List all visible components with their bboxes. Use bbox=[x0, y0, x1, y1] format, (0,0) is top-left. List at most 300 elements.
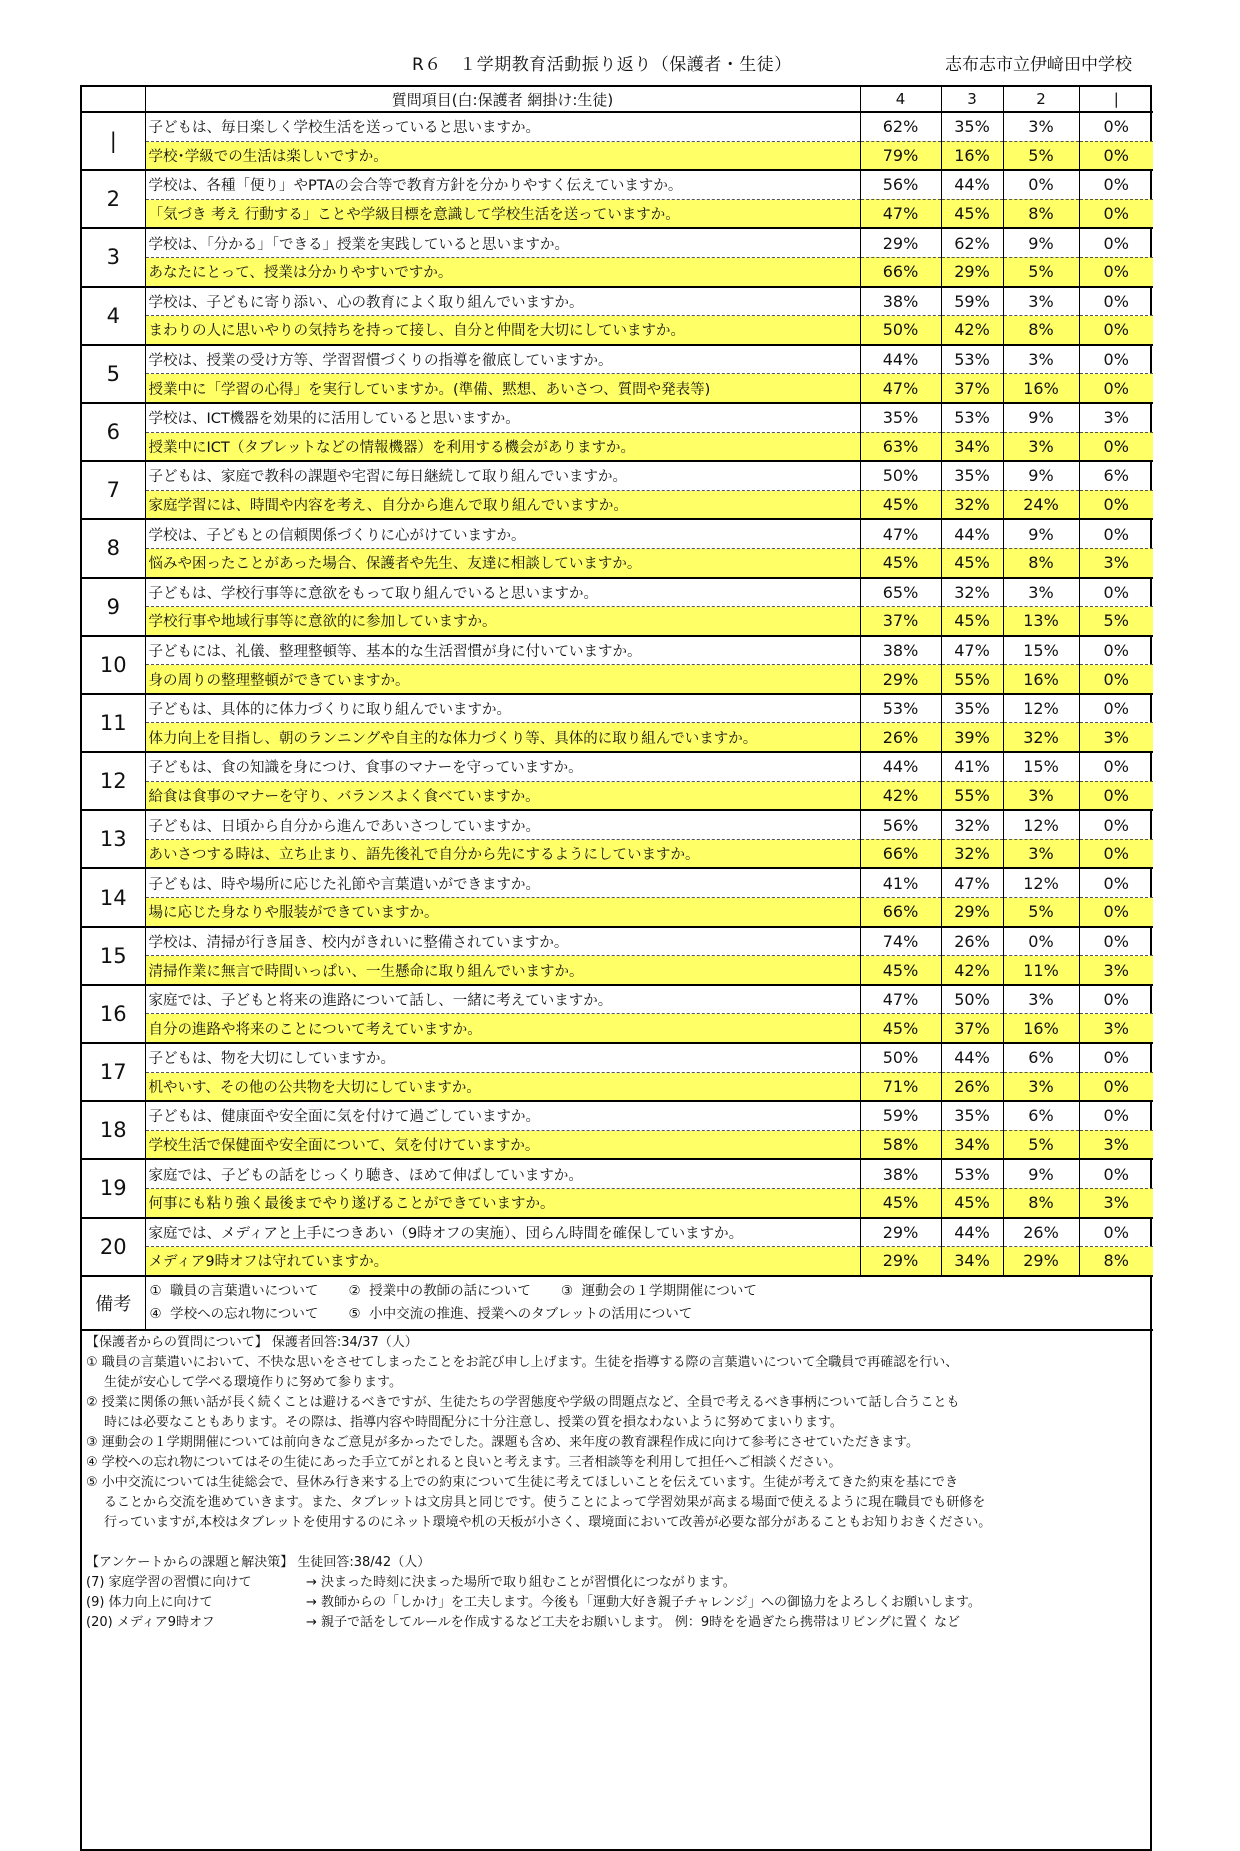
student-score-3-percent: 29% bbox=[941, 898, 1003, 927]
student-score-4-percent: 66% bbox=[860, 898, 941, 927]
parent-score-1-percent: 0% bbox=[1079, 927, 1153, 956]
student-score-2-percent: 13% bbox=[1003, 607, 1079, 636]
parent-question-text: 子どもには、礼儀、整理整頓等、基本的な生活習慣が身に付いていますか。 bbox=[145, 636, 860, 665]
parent-question-text: 子どもは、時や場所に応じた礼節や言葉遣いができますか。 bbox=[145, 868, 860, 897]
question-number: 16 bbox=[82, 985, 145, 1043]
student-question-text: 授業中に「学習の心得」を実行していますか。(準備、黙想、あいさつ、質問や発表等) bbox=[145, 374, 860, 403]
parent-score-1-percent: 0% bbox=[1079, 228, 1153, 257]
parent-score-2-percent: 9% bbox=[1003, 461, 1079, 490]
question-number: 2 bbox=[82, 170, 145, 228]
student-score-3-percent: 32% bbox=[941, 839, 1003, 868]
parent-score-4-percent: 62% bbox=[860, 112, 941, 141]
parent-score-1-percent: 0% bbox=[1079, 694, 1153, 723]
parent-score-4-percent: 38% bbox=[860, 636, 941, 665]
question-number: 17 bbox=[82, 1043, 145, 1101]
student-question-text: 身の周りの整理整頓ができていますか。 bbox=[145, 665, 860, 694]
student-score-2-percent: 29% bbox=[1003, 1247, 1079, 1276]
question-number: 6 bbox=[82, 403, 145, 461]
student-question-row bbox=[82, 607, 1153, 636]
student-question-row bbox=[82, 432, 1153, 461]
parent-score-1-percent: 0% bbox=[1079, 868, 1153, 897]
header-score-1: | bbox=[1079, 87, 1153, 112]
parent-question-row bbox=[82, 985, 1153, 1014]
parent-score-1-percent: 0% bbox=[1079, 636, 1153, 665]
student-score-4-percent: 37% bbox=[860, 607, 941, 636]
student-score-1-percent: 0% bbox=[1079, 374, 1153, 403]
parent-question-text: 学校は、授業の受け方等、学習習慣づくりの指導を徹底していますか。 bbox=[145, 345, 860, 374]
parent-score-2-percent: 3% bbox=[1003, 287, 1079, 316]
question-number: 3 bbox=[82, 228, 145, 286]
notes-line: ① 職員の言葉遣いについて ② 授業中の教師の話について ③ 運動会の１学期開催について bbox=[149, 1282, 757, 1299]
parent-score-2-percent: 26% bbox=[1003, 1218, 1079, 1247]
parent-question-row bbox=[82, 403, 1153, 432]
solutions-heading: 【アンケートからの課題と解決策】 生徒回答:38/42（人） bbox=[86, 1554, 431, 1570]
student-score-4-percent: 79% bbox=[860, 141, 941, 170]
solution-topic: (20) メディア9時オフ bbox=[86, 1614, 215, 1630]
parent-answers-heading: 【保護者からの質問について】 保護者回答:34/37（人） bbox=[86, 1334, 418, 1350]
parent-score-1-percent: 0% bbox=[1079, 1101, 1153, 1130]
parent-score-4-percent: 47% bbox=[860, 519, 941, 548]
parent-score-2-percent: 6% bbox=[1003, 1043, 1079, 1072]
parent-score-2-percent: 15% bbox=[1003, 752, 1079, 781]
student-score-3-percent: 34% bbox=[941, 432, 1003, 461]
parent-score-1-percent: 0% bbox=[1079, 170, 1153, 199]
parent-question-text: 学校は、清掃が行き届き、校内がきれいに整備されていますか。 bbox=[145, 927, 860, 956]
parent-score-2-percent: 3% bbox=[1003, 345, 1079, 374]
parent-score-2-percent: 3% bbox=[1003, 985, 1079, 1014]
parent-score-4-percent: 35% bbox=[860, 403, 941, 432]
student-score-2-percent: 24% bbox=[1003, 490, 1079, 519]
parent-score-1-percent: 0% bbox=[1079, 112, 1153, 141]
survey-body bbox=[82, 112, 1153, 1276]
student-score-3-percent: 29% bbox=[941, 257, 1003, 286]
student-score-2-percent: 5% bbox=[1003, 141, 1079, 170]
parent-score-1-percent: 0% bbox=[1079, 810, 1153, 839]
survey-sheet bbox=[80, 85, 1152, 1851]
student-score-2-percent: 5% bbox=[1003, 898, 1079, 927]
answer-item: ④ 学校への忘れ物についてはその生徒にあった手立てがとれると良いと考えます。三者相談等を利用して担任へご相談ください。 bbox=[86, 1454, 842, 1470]
parent-score-4-percent: 44% bbox=[860, 345, 941, 374]
student-score-2-percent: 3% bbox=[1003, 781, 1079, 810]
parent-question-text: 子どもは、毎日楽しく学校生活を送っていると思いますか。 bbox=[145, 112, 860, 141]
student-score-3-percent: 34% bbox=[941, 1130, 1003, 1159]
parent-score-3-percent: 35% bbox=[941, 694, 1003, 723]
student-score-1-percent: 0% bbox=[1079, 490, 1153, 519]
parent-score-3-percent: 44% bbox=[941, 519, 1003, 548]
notes-row bbox=[82, 1276, 1153, 1330]
parent-question-text: 学校は、子どもに寄り添い、心の教育によく取り組んでいますか。 bbox=[145, 287, 860, 316]
parent-question-text: 学校は、子どもとの信頼関係づくりに心がけていますか。 bbox=[145, 519, 860, 548]
student-score-3-percent: 45% bbox=[941, 199, 1003, 228]
parent-question-row bbox=[82, 578, 1153, 607]
student-score-1-percent: 0% bbox=[1079, 199, 1153, 228]
student-score-1-percent: 3% bbox=[1079, 548, 1153, 577]
parent-score-3-percent: 50% bbox=[941, 985, 1003, 1014]
student-question-row bbox=[82, 1014, 1153, 1043]
student-score-3-percent: 34% bbox=[941, 1247, 1003, 1276]
student-score-2-percent: 5% bbox=[1003, 257, 1079, 286]
student-question-row bbox=[82, 1130, 1153, 1159]
question-number: 4 bbox=[82, 287, 145, 345]
parent-score-3-percent: 53% bbox=[941, 403, 1003, 432]
parent-question-row bbox=[82, 1043, 1153, 1072]
answer-item: ② 授業に関係の無い話が長く続くことは避けるべきですが、生徒たちの学習態度や学級の問題点など、全員で考えるべき事柄について話し合うことも bbox=[86, 1394, 960, 1410]
student-question-text: 自分の進路や将来のことについて考えていますか。 bbox=[145, 1014, 860, 1043]
student-score-1-percent: 3% bbox=[1079, 723, 1153, 752]
student-score-4-percent: 45% bbox=[860, 490, 941, 519]
parent-score-4-percent: 74% bbox=[860, 927, 941, 956]
parent-score-3-percent: 44% bbox=[941, 170, 1003, 199]
parent-score-1-percent: 0% bbox=[1079, 1159, 1153, 1188]
student-question-text: 学校生活で保健面や安全面について、気を付けていますか。 bbox=[145, 1130, 860, 1159]
parent-question-row bbox=[82, 1159, 1153, 1188]
parent-score-4-percent: 53% bbox=[860, 694, 941, 723]
parent-score-1-percent: 0% bbox=[1079, 578, 1153, 607]
student-score-3-percent: 16% bbox=[941, 141, 1003, 170]
answer-items bbox=[86, 1353, 1146, 1533]
student-score-4-percent: 45% bbox=[860, 956, 941, 985]
student-score-1-percent: 3% bbox=[1079, 1130, 1153, 1159]
student-score-1-percent: 0% bbox=[1079, 665, 1153, 694]
parent-question-text: 家庭では、子どもと将来の進路について話し、一緒に考えていますか。 bbox=[145, 985, 860, 1014]
student-question-row bbox=[82, 898, 1153, 927]
parent-question-text: 子どもは、家庭で教科の課題や宅習に毎日継続して取り組んでいますか。 bbox=[145, 461, 860, 490]
parent-score-3-percent: 35% bbox=[941, 461, 1003, 490]
solution-item bbox=[86, 1593, 1146, 1613]
student-score-1-percent: 0% bbox=[1079, 432, 1153, 461]
parent-score-1-percent: 0% bbox=[1079, 287, 1153, 316]
student-score-4-percent: 66% bbox=[860, 839, 941, 868]
solution-topic: (9) 体力向上に向けて bbox=[86, 1594, 213, 1610]
student-score-2-percent: 16% bbox=[1003, 1014, 1079, 1043]
parent-question-row bbox=[82, 868, 1153, 897]
parent-score-3-percent: 35% bbox=[941, 112, 1003, 141]
student-question-row bbox=[82, 490, 1153, 519]
parent-score-4-percent: 50% bbox=[860, 1043, 941, 1072]
answer-item-continuation: ることから交流を進めていきます。また、タブレットは文房具と同じです。使うことによって学習効果が高まる場面で使えるように現在職員でも研修を bbox=[104, 1494, 986, 1510]
parent-score-4-percent: 65% bbox=[860, 578, 941, 607]
answer-item-continuation: 生徒が安心して学べる環境作りに努めて参ります。 bbox=[104, 1374, 402, 1390]
student-score-1-percent: 0% bbox=[1079, 257, 1153, 286]
question-number: 11 bbox=[82, 694, 145, 752]
header-number bbox=[82, 87, 145, 112]
student-score-1-percent: 0% bbox=[1079, 898, 1153, 927]
parent-question-text: 子どもは、具体的に体力づくりに取り組んでいますか。 bbox=[145, 694, 860, 723]
student-score-2-percent: 3% bbox=[1003, 432, 1079, 461]
student-score-3-percent: 37% bbox=[941, 374, 1003, 403]
solution-item bbox=[86, 1573, 1146, 1593]
parent-score-1-percent: 3% bbox=[1079, 403, 1153, 432]
parent-score-4-percent: 47% bbox=[860, 985, 941, 1014]
question-number: 13 bbox=[82, 810, 145, 868]
answer-item: ⑤ 小中交流については生徒総会で、昼休み行き来する上での約束について生徒に考えてほしいことを伝えています。生徒が考えてきた約束を基にでき bbox=[86, 1474, 958, 1490]
student-score-4-percent: 45% bbox=[860, 548, 941, 577]
parent-score-3-percent: 26% bbox=[941, 927, 1003, 956]
student-score-3-percent: 39% bbox=[941, 723, 1003, 752]
parent-question-row bbox=[82, 810, 1153, 839]
question-number: 10 bbox=[82, 636, 145, 694]
parent-score-4-percent: 56% bbox=[860, 810, 941, 839]
parent-score-3-percent: 44% bbox=[941, 1043, 1003, 1072]
question-number: 12 bbox=[82, 752, 145, 810]
student-question-text: 体力向上を目指し、朝のランニングや自主的な体力づくり等、具体的に取り組んでいますか。 bbox=[145, 723, 860, 752]
parent-score-4-percent: 56% bbox=[860, 170, 941, 199]
parent-score-3-percent: 35% bbox=[941, 1101, 1003, 1130]
parent-question-row bbox=[82, 927, 1153, 956]
question-number: 20 bbox=[82, 1218, 145, 1276]
parent-question-text: 子どもは、健康面や安全面に気を付けて過ごしていますか。 bbox=[145, 1101, 860, 1130]
question-number: 15 bbox=[82, 927, 145, 985]
student-score-1-percent: 0% bbox=[1079, 781, 1153, 810]
question-number: 18 bbox=[82, 1101, 145, 1159]
student-score-4-percent: 45% bbox=[860, 1188, 941, 1217]
parent-score-1-percent: 0% bbox=[1079, 1043, 1153, 1072]
parent-score-2-percent: 12% bbox=[1003, 810, 1079, 839]
student-score-2-percent: 5% bbox=[1003, 1130, 1079, 1159]
parent-score-3-percent: 47% bbox=[941, 868, 1003, 897]
parent-score-2-percent: 12% bbox=[1003, 868, 1079, 897]
parent-question-row bbox=[82, 1218, 1153, 1247]
student-score-4-percent: 42% bbox=[860, 781, 941, 810]
parent-score-3-percent: 32% bbox=[941, 578, 1003, 607]
parent-score-1-percent: 0% bbox=[1079, 752, 1153, 781]
parent-score-2-percent: 12% bbox=[1003, 694, 1079, 723]
student-score-1-percent: 0% bbox=[1079, 316, 1153, 345]
parent-score-3-percent: 41% bbox=[941, 752, 1003, 781]
student-score-2-percent: 3% bbox=[1003, 1072, 1079, 1101]
student-question-row bbox=[82, 1188, 1153, 1217]
parent-score-4-percent: 38% bbox=[860, 1159, 941, 1188]
student-question-text: 悩みや困ったことがあった場合、保護者や先生、友達に相談していますか。 bbox=[145, 548, 860, 577]
student-score-3-percent: 42% bbox=[941, 956, 1003, 985]
student-question-text: 机やいす、その他の公共物を大切にしていますか。 bbox=[145, 1072, 860, 1101]
student-score-4-percent: 45% bbox=[860, 1014, 941, 1043]
student-question-text: 場に応じた身なりや服装ができていますか。 bbox=[145, 898, 860, 927]
header-score-3: 3 bbox=[941, 87, 1003, 112]
notes-line: ④ 学校への忘れ物について ⑤ 小中交流の推進、授業へのタブレットの活用について bbox=[149, 1305, 693, 1322]
parent-question-text: 子どもは、日頃から自分から進んであいさつしていますか。 bbox=[145, 810, 860, 839]
student-question-row bbox=[82, 316, 1153, 345]
solution-topic: (7) 家庭学習の習慣に向けて bbox=[86, 1574, 252, 1590]
parent-score-2-percent: 9% bbox=[1003, 1159, 1079, 1188]
student-score-3-percent: 32% bbox=[941, 490, 1003, 519]
header-score-2: 2 bbox=[1003, 87, 1079, 112]
student-score-3-percent: 26% bbox=[941, 1072, 1003, 1101]
parent-question-row bbox=[82, 228, 1153, 257]
student-question-row bbox=[82, 723, 1153, 752]
parent-score-4-percent: 50% bbox=[860, 461, 941, 490]
student-question-row bbox=[82, 548, 1153, 577]
parent-score-4-percent: 29% bbox=[860, 228, 941, 257]
parent-question-text: 学校は、ICT機器を効果的に活用していると思いますか。 bbox=[145, 403, 860, 432]
answer-item-continuation: 行っていますが,本校はタブレットを使用するのにネット環境や机の天板が小さく、環境面において改善が必要な部分があることもお知りおきください。 bbox=[104, 1514, 992, 1530]
student-score-2-percent: 8% bbox=[1003, 1188, 1079, 1217]
parent-question-row bbox=[82, 1101, 1153, 1130]
solution-action: → 親子で話をしてルールを作成するなど工夫をお願いします。 例：9時をを過ぎたら携帯はリビングに置く など bbox=[306, 1614, 961, 1630]
student-score-4-percent: 58% bbox=[860, 1130, 941, 1159]
student-question-row bbox=[82, 199, 1153, 228]
student-score-3-percent: 45% bbox=[941, 1188, 1003, 1217]
parent-question-row bbox=[82, 636, 1153, 665]
student-question-text: あなたにとって、授業は分かりやすいですか。 bbox=[145, 257, 860, 286]
student-score-4-percent: 29% bbox=[860, 665, 941, 694]
student-question-row bbox=[82, 1247, 1153, 1276]
solution-action: → 教師からの「しかけ」を工夫します。今後も「運動大好き親子チャレンジ」への御協力をよろしくお願いします。 bbox=[306, 1594, 981, 1610]
student-question-row bbox=[82, 665, 1153, 694]
parent-score-1-percent: 0% bbox=[1079, 985, 1153, 1014]
answer-item: ① 職員の言葉遣いにおいて、不快な思いをさせてしまったことをお詫び申し上げます。生徒を指導する際の言葉遣いについて全職員で再確認を行い、 bbox=[86, 1354, 959, 1370]
student-score-2-percent: 16% bbox=[1003, 665, 1079, 694]
parent-score-3-percent: 62% bbox=[941, 228, 1003, 257]
student-question-text: あいさつする時は、立ち止まり、語先後礼で自分から先にするようにしていますか。 bbox=[145, 839, 860, 868]
student-score-3-percent: 45% bbox=[941, 548, 1003, 577]
parent-score-4-percent: 38% bbox=[860, 287, 941, 316]
student-score-3-percent: 55% bbox=[941, 665, 1003, 694]
document-title: R６ １学期教育活動振り返り（保護者・生徒） bbox=[412, 55, 792, 75]
student-score-1-percent: 3% bbox=[1079, 956, 1153, 985]
student-score-1-percent: 0% bbox=[1079, 1072, 1153, 1101]
parent-score-2-percent: 0% bbox=[1003, 927, 1079, 956]
student-score-4-percent: 47% bbox=[860, 199, 941, 228]
parent-score-4-percent: 44% bbox=[860, 752, 941, 781]
student-question-text: 学校･学級での生活は楽しいですか。 bbox=[145, 141, 860, 170]
parent-question-text: 子どもは、学校行事等に意欲をもって取り組んでいると思いますか。 bbox=[145, 578, 860, 607]
answers-section bbox=[82, 1331, 1150, 1849]
solution-action: → 決まった時刻に決まった場所で取り組むことが習慣化につながります。 bbox=[306, 1574, 736, 1590]
parent-score-3-percent: 53% bbox=[941, 1159, 1003, 1188]
student-question-row bbox=[82, 141, 1153, 170]
school-name: 志布志市立伊﨑田中学校 bbox=[945, 55, 1132, 75]
student-question-text: 「気づき 考え 行動する」ことや学級目標を意識して学校生活を送っていますか。 bbox=[145, 199, 860, 228]
student-question-text: 学校行事や地域行事等に意欲的に参加していますか。 bbox=[145, 607, 860, 636]
question-number: 8 bbox=[82, 519, 145, 577]
student-question-text: 清掃作業に無言で時間いっぱい、一生懸命に取り組んでいますか。 bbox=[145, 956, 860, 985]
question-number: 14 bbox=[82, 868, 145, 926]
parent-question-text: 子どもは、物を大切にしていますか。 bbox=[145, 1043, 860, 1072]
student-score-2-percent: 16% bbox=[1003, 374, 1079, 403]
parent-question-row bbox=[82, 345, 1153, 374]
parent-score-2-percent: 3% bbox=[1003, 112, 1079, 141]
parent-score-4-percent: 29% bbox=[860, 1218, 941, 1247]
parent-question-text: 学校は、「分かる」「できる」授業を実践していると思いますか。 bbox=[145, 228, 860, 257]
student-score-1-percent: 8% bbox=[1079, 1247, 1153, 1276]
parent-score-2-percent: 0% bbox=[1003, 170, 1079, 199]
student-score-2-percent: 3% bbox=[1003, 839, 1079, 868]
question-number: 7 bbox=[82, 461, 145, 519]
student-question-row bbox=[82, 257, 1153, 286]
parent-score-3-percent: 47% bbox=[941, 636, 1003, 665]
student-question-row bbox=[82, 781, 1153, 810]
student-score-2-percent: 11% bbox=[1003, 956, 1079, 985]
student-score-1-percent: 0% bbox=[1079, 839, 1153, 868]
parent-question-row bbox=[82, 112, 1153, 141]
parent-score-4-percent: 41% bbox=[860, 868, 941, 897]
student-score-3-percent: 45% bbox=[941, 607, 1003, 636]
parent-score-3-percent: 59% bbox=[941, 287, 1003, 316]
student-question-text: メディア9時オフは守れていますか。 bbox=[145, 1247, 860, 1276]
question-number: 19 bbox=[82, 1159, 145, 1217]
student-question-row bbox=[82, 1072, 1153, 1101]
student-score-2-percent: 32% bbox=[1003, 723, 1079, 752]
solution-item bbox=[86, 1613, 1146, 1633]
parent-question-text: 学校は、各種「便り」やPTAの会合等で教育方針を分かりやすく伝えていますか。 bbox=[145, 170, 860, 199]
parent-question-row bbox=[82, 287, 1153, 316]
answer-item: ③ 運動会の１学期開催については前向きなご意見が多かったでした。課題も含め、来年度の教育課程作成に向けて参考にさせていただきます。 bbox=[86, 1434, 919, 1450]
parent-score-2-percent: 9% bbox=[1003, 403, 1079, 432]
student-score-1-percent: 3% bbox=[1079, 1188, 1153, 1217]
parent-score-1-percent: 0% bbox=[1079, 345, 1153, 374]
student-question-row bbox=[82, 956, 1153, 985]
student-score-3-percent: 55% bbox=[941, 781, 1003, 810]
student-score-4-percent: 29% bbox=[860, 1247, 941, 1276]
parent-score-1-percent: 0% bbox=[1079, 519, 1153, 548]
parent-score-2-percent: 3% bbox=[1003, 578, 1079, 607]
survey-table bbox=[82, 87, 1153, 1331]
parent-score-3-percent: 53% bbox=[941, 345, 1003, 374]
notes-cell bbox=[145, 1276, 1153, 1330]
parent-score-1-percent: 0% bbox=[1079, 1218, 1153, 1247]
student-question-text: 家庭学習には、時間や内容を考え、自分から進んで取り組んでいますか。 bbox=[145, 490, 860, 519]
student-score-4-percent: 26% bbox=[860, 723, 941, 752]
student-score-4-percent: 50% bbox=[860, 316, 941, 345]
notes-label: 備考 bbox=[82, 1276, 145, 1330]
student-score-2-percent: 8% bbox=[1003, 199, 1079, 228]
student-score-2-percent: 8% bbox=[1003, 316, 1079, 345]
student-score-1-percent: 3% bbox=[1079, 1014, 1153, 1043]
parent-score-2-percent: 6% bbox=[1003, 1101, 1079, 1130]
parent-score-2-percent: 15% bbox=[1003, 636, 1079, 665]
student-score-3-percent: 37% bbox=[941, 1014, 1003, 1043]
student-question-text: 授業中にICT（タブレットなどの情報機器）を利用する機会がありますか。 bbox=[145, 432, 860, 461]
parent-question-row bbox=[82, 519, 1153, 548]
student-question-text: まわりの人に思いやりの気持ちを持って接し、自分と仲間を大切にしていますか。 bbox=[145, 316, 860, 345]
parent-question-row bbox=[82, 694, 1153, 723]
parent-question-text: 子どもは、食の知識を身につけ、食事のマナーを守っていますか。 bbox=[145, 752, 860, 781]
parent-question-row bbox=[82, 170, 1153, 199]
student-question-text: 何事にも粘り強く最後までやり遂げることができていますか。 bbox=[145, 1188, 860, 1217]
table-header-row bbox=[82, 87, 1153, 112]
student-score-4-percent: 47% bbox=[860, 374, 941, 403]
parent-score-2-percent: 9% bbox=[1003, 228, 1079, 257]
student-score-1-percent: 0% bbox=[1079, 141, 1153, 170]
header-score-4: 4 bbox=[860, 87, 941, 112]
question-number: | bbox=[82, 112, 145, 170]
student-question-row bbox=[82, 839, 1153, 868]
student-score-3-percent: 42% bbox=[941, 316, 1003, 345]
student-score-4-percent: 66% bbox=[860, 257, 941, 286]
parent-score-3-percent: 44% bbox=[941, 1218, 1003, 1247]
parent-question-row bbox=[82, 752, 1153, 781]
solution-items bbox=[86, 1573, 1146, 1633]
student-score-2-percent: 8% bbox=[1003, 548, 1079, 577]
student-score-4-percent: 63% bbox=[860, 432, 941, 461]
student-score-1-percent: 5% bbox=[1079, 607, 1153, 636]
header-question: 質問項目(白:保護者 網掛け:生徒) bbox=[145, 87, 860, 112]
student-question-text: 給食は食事のマナーを守り、バランスよく食べていますか。 bbox=[145, 781, 860, 810]
parent-score-2-percent: 9% bbox=[1003, 519, 1079, 548]
answer-item-continuation: 時には必要なこともあります。その際は、指導内容や時間配分に十分注意し、授業の質を損なわないように努めてまいります。 bbox=[104, 1414, 843, 1430]
parent-score-1-percent: 6% bbox=[1079, 461, 1153, 490]
parent-question-text: 家庭では、メディアと上手につきあい（9時オフの実施）、団らん時間を確保していますか。 bbox=[145, 1218, 860, 1247]
parent-score-4-percent: 59% bbox=[860, 1101, 941, 1130]
student-score-4-percent: 71% bbox=[860, 1072, 941, 1101]
parent-score-3-percent: 32% bbox=[941, 810, 1003, 839]
question-number: 9 bbox=[82, 578, 145, 636]
student-question-row bbox=[82, 374, 1153, 403]
parent-question-row bbox=[82, 461, 1153, 490]
parent-question-text: 家庭では、子どもの話をじっくり聴き、ほめて伸ばしていますか。 bbox=[145, 1159, 860, 1188]
question-number: 5 bbox=[82, 345, 145, 403]
